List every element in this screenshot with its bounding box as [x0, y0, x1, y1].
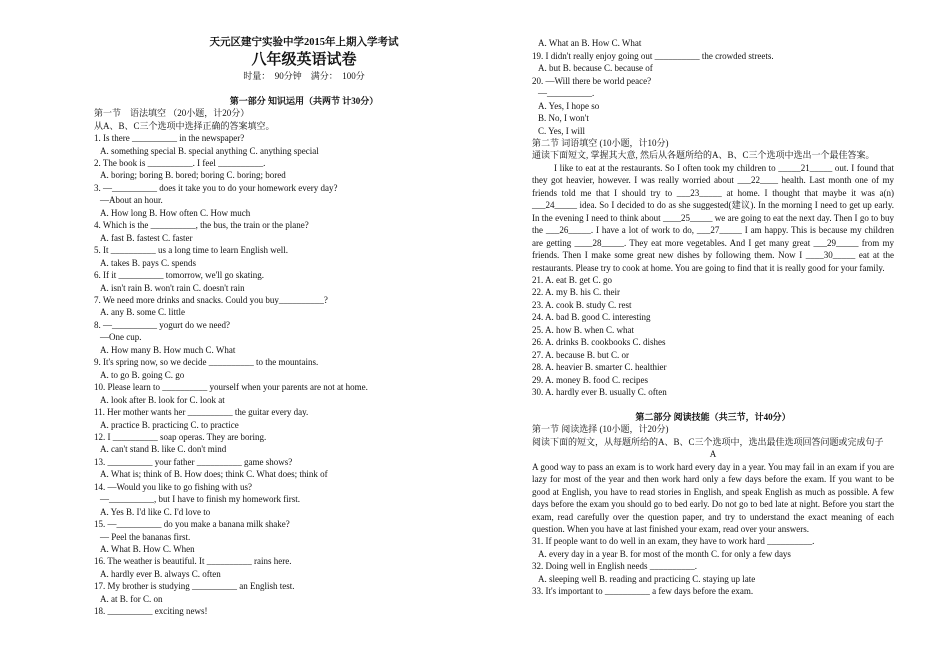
left-line: 1. Is there __________ in the newspaper? — [94, 133, 245, 144]
right2-line: 第一节 阅读选择 (10小题，计20分) — [532, 424, 669, 435]
right2-line: 23. A. cook B. study C. rest — [532, 299, 632, 310]
left-line: A. What is; think of B. How does; think C. What does; think of — [100, 469, 328, 480]
left-line — [94, 12, 514, 24]
left-line: 15. —__________ do you make a banana milk shake? — [94, 519, 290, 530]
right2-line: 24. A. bad B. good C. interesting — [532, 312, 651, 323]
reading-passage-a: A good way to pass an exam is to work hard every day in a year. You may fail in an exam if you are lazy for most of the year and then work hard only a few days before the exam. If you want to be good at English, you have to read stories in English, and speak English as much as possible. A few days before the exam you should go to bed early. Do not go to bed late at night. Before you start the exam, read carefully over the question paper, and try to understand the exact meaning of each question. When you have at last finished your exam, read over your answers. — [532, 461, 894, 535]
left-line: 18. __________ exciting news! — [94, 606, 208, 617]
left-line: 17. My brother is studying __________ an English test. — [94, 581, 295, 592]
left-line: 12. I __________ soap operas. They are boring. — [94, 431, 267, 442]
left-line: 7. We need more drinks and snacks. Could you buy__________? — [94, 294, 328, 305]
left-line: 2. The book is __________. I feel __________. — [94, 157, 266, 168]
right2-line: 29. A. money B. food C. recipes — [532, 374, 648, 385]
right-section-2 — [532, 274, 894, 461]
left-line: 天元区建宁实验中学2015年上期入学考试 — [209, 37, 399, 49]
right-section-1 — [532, 0, 894, 162]
right-line: —__________. — [538, 88, 595, 99]
left-line — [94, 25, 514, 37]
left-column — [94, 0, 514, 618]
right3-line: A. sleeping well B. reading and practicing C. staying up late — [538, 573, 756, 584]
right3-line: 31. If people want to do well in an exam, they have to work hard __________. — [532, 536, 815, 547]
left-line: —About an hour. — [100, 195, 163, 206]
right-line: A. What an B. How C. What — [538, 38, 642, 49]
right3-line: A. every day in a year B. for most of the month C. for only a few days — [538, 548, 791, 559]
right-column — [532, 0, 894, 598]
left-line: 从A、B、C三个选项中选择正确的答案填空。 — [94, 120, 275, 131]
left-line: A. can't stand B. like C. don't mind — [100, 444, 227, 455]
left-line: A. How long B. How often C. How much — [100, 207, 251, 218]
left-line: A. What B. How C. When — [100, 544, 195, 555]
left-line: 10. Please learn to __________ yourself when your parents are not at home. — [94, 382, 368, 393]
right2-line: 27. A. because B. but C. or — [532, 349, 629, 360]
right-line: 19. I didn't really enjoy going out __________ the crowded streets. — [532, 50, 774, 61]
left-line: A. fast B. fastest C. faster — [100, 232, 193, 243]
left-line: A. at B. for C. on — [100, 593, 163, 604]
left-line: A. any B. some C. little — [100, 307, 185, 318]
left-line: —One cup. — [100, 332, 142, 343]
left-line: A. boring; boring B. bored; boring C. boring; bored — [100, 170, 286, 181]
right-line: 20. —Will there be world peace? — [532, 75, 652, 86]
right2-line — [532, 399, 894, 411]
right2-line: A — [709, 449, 717, 460]
left-line: 13. __________ your father __________ game shows? — [94, 456, 293, 467]
left-line — [94, 0, 514, 12]
right-line: A. Yes, I hope so — [538, 100, 600, 111]
right2-line: 25. A. how B. when C. what — [532, 324, 634, 335]
right2-line: 21. A. eat B. get C. go — [532, 274, 612, 285]
right2-line: 第二部分 阅读技能（共三节，计40分） — [635, 411, 791, 422]
left-line: 8. —__________ yogurt do we need? — [94, 319, 230, 330]
left-line: 11. Her mother wants her __________ the guitar every day. — [94, 407, 309, 418]
right-section-3 — [532, 535, 894, 597]
left-line: 6. If it __________ tomorrow, we'll go skating. — [94, 270, 265, 281]
left-line: 八年级英语试卷 — [251, 51, 357, 68]
left-line: A. isn't rain B. won't rain C. doesn't rain — [100, 282, 245, 293]
left-line: 14. —Would you like to go fishing with us? — [94, 481, 253, 492]
right-line — [532, 12, 894, 24]
left-line: A. takes B. pays C. spends — [100, 257, 196, 268]
right2-line: 阅读下面的短文，从每题所给的A、B、C三个选项中，选出最佳选项回答问题或完成句子 — [532, 436, 884, 447]
left-line: 4. Which is the __________, the bus, the train or the plane? — [94, 220, 309, 231]
left-line: A. hardly ever B. always C. often — [100, 568, 221, 579]
right-line: C. Yes, I will — [538, 125, 586, 136]
right-line — [532, 25, 894, 37]
left-line — [94, 82, 514, 94]
right2-line: 26. A. drinks B. cookbooks C. dishes — [532, 337, 666, 348]
right2-line: 30. A. hardly ever B. usually C. often — [532, 387, 667, 398]
left-line: A. Yes B. I'd like C. I'd love to — [100, 506, 211, 517]
left-line: A. to go B. going C. go — [100, 369, 185, 380]
right-line — [532, 0, 894, 12]
right-line: 通读下面短文, 掌握其大意, 然后从各题所给的A、B、C三个选项中选出一个最佳答案。 — [532, 150, 875, 161]
cloze-passage: I like to eat at the restaurants. So I often took my children to _____21_____ out. I found that they got heavier, however. I was really worried about ___22____ health. Last month one of my friends told me that I should try to ___23_____ at home. I thought that maybe it was a(n) ___24_____ idea. So I decided to do as she suggested(建议). In the morning I need to get up early. In the evening I need to think about ____25_____ we are going to eat the next day. Then I go to buy the ___26_____. I have a lot of work to do, ___27_____ I am happy. This is because my children are getting ____28_____. They eat more vegetables. And I get many great ___29_____ from my friends. Then I make some great new dishes by following them. Now I ____30_____ eat at the restaurants. Please try to cook at home. You are going to find that it is really good for your family. — [532, 162, 894, 273]
right-line: A. but B. because C. because of — [538, 63, 653, 74]
left-line: A. practice B. practicing C. to practice — [100, 419, 239, 430]
left-line: A. look after B. look for C. look at — [100, 394, 225, 405]
left-line: — Peel the bananas first. — [100, 531, 191, 542]
left-line: 第一部分 知识运用（共两节 计30分） — [229, 95, 379, 106]
left-line: 第一节 语法填空 （20小题，计20分） — [94, 108, 250, 119]
right3-line: 33. It's important to __________ a few days before the exam. — [532, 586, 754, 597]
right2-line: 28. A. heavier B. smarter C. healthier — [532, 362, 667, 373]
left-line: 16. The weather is beautiful. It __________ rains here. — [94, 556, 292, 567]
right-line: 第二节 词语填空 (10小题，计10分) — [532, 137, 669, 148]
right2-line: 22. A. my B. his C. their — [532, 287, 621, 298]
left-line: A. How many B. How much C. What — [100, 344, 236, 355]
right-line: B. No, I won't — [538, 113, 589, 124]
left-line: —__________, but I have to finish my homework first. — [100, 494, 300, 505]
left-line: 5. It __________ us a long time to learn English well. — [94, 245, 288, 256]
left-line: 9. It's spring now, so we decide __________ to the mountains. — [94, 357, 319, 368]
left-line: 时量： 90分钟 满分： 100分 — [243, 70, 365, 81]
left-line: 3. —__________ does it take you to do your homework every day? — [94, 182, 338, 193]
right3-line: 32. Doing well in English needs __________. — [532, 561, 697, 572]
left-line: A. something special B. special anything C. anything special — [100, 145, 319, 156]
